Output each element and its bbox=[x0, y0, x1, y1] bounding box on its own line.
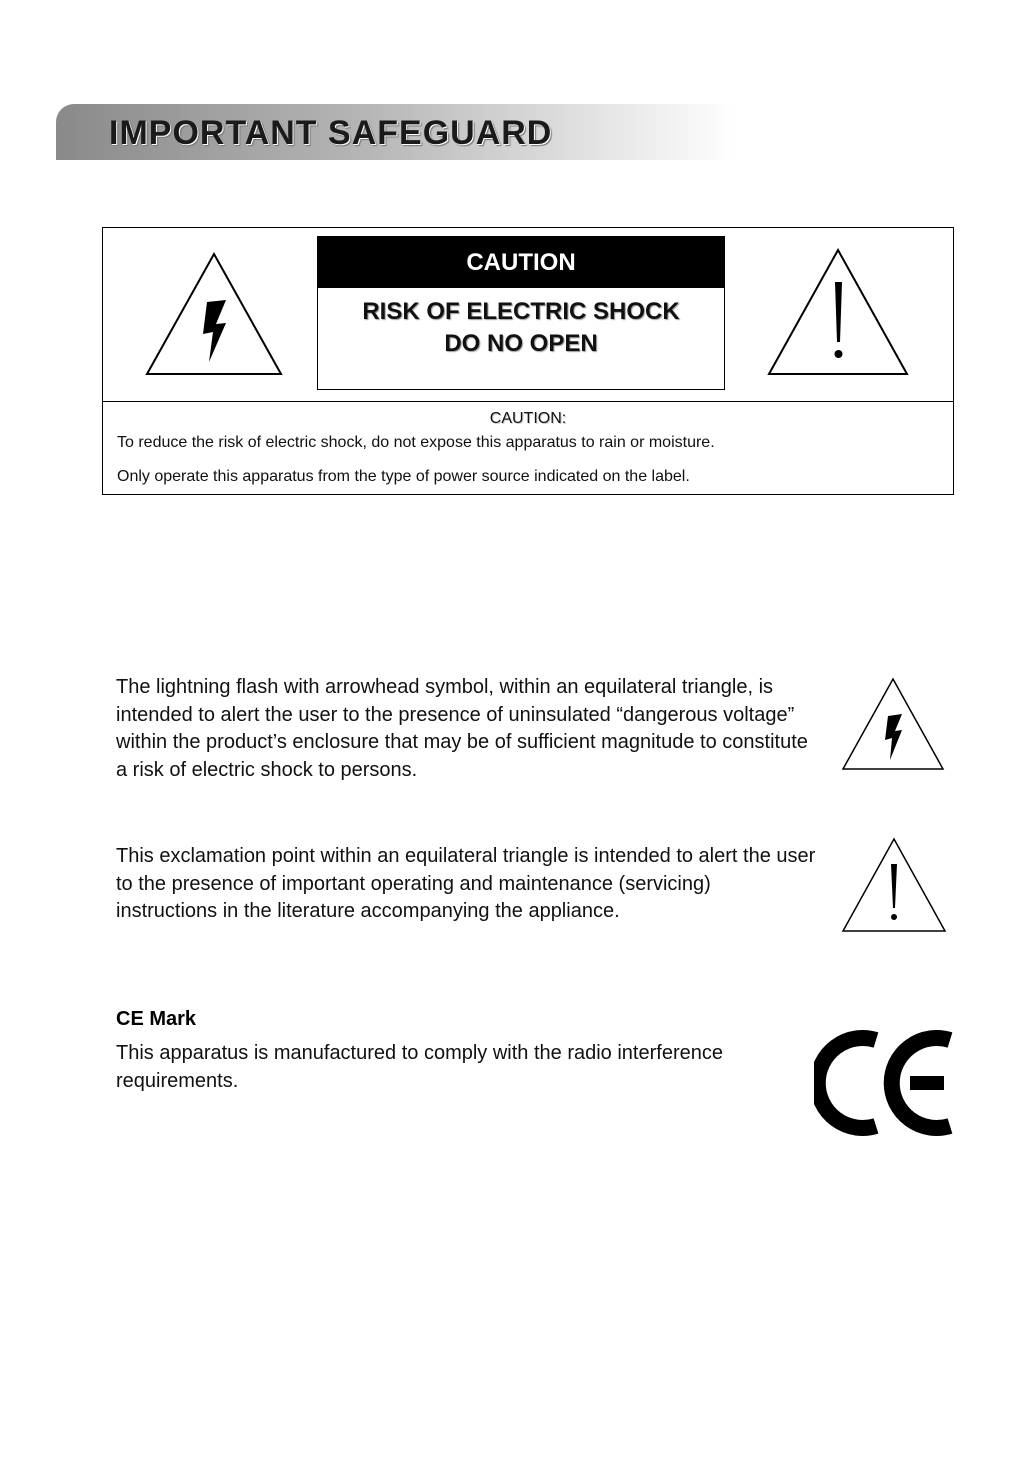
caution-panel-line-2: DO NO OPEN bbox=[444, 330, 598, 357]
lightning-triangle-icon bbox=[840, 676, 946, 772]
page-title: IMPORTANT SAFEGUARD bbox=[109, 114, 553, 152]
caution-notice-line-1: To reduce the risk of electric shock, do not expose this apparatus to rain or moisture. bbox=[117, 434, 715, 451]
lightning-triangle-icon bbox=[143, 250, 285, 380]
exclamation-triangle-icon bbox=[840, 836, 948, 934]
exclamation-symbol-description: This exclamation point within an equilateral triangle is intended to alert the user to the presence of important operating and maintenance (servicing) instructions in the literature accompanying the appliance. bbox=[116, 845, 816, 922]
lightning-symbol-description: The lightning flash with arrowhead symbol, within an equilateral triangle, is intended to alert the user to the presence of uninsulated “dangerous voltage” within the product’s enclosure that may be of sufficient magnitude to constitute a risk of electric shock to persons. bbox=[116, 676, 808, 781]
caution-divider bbox=[103, 401, 953, 402]
caution-panel-heading: CAUTION bbox=[318, 237, 724, 288]
caution-panel-line-1: RISK OF ELECTRIC SHOCK bbox=[362, 298, 680, 325]
ce-mark-description: This apparatus is manufactured to comply with the radio interference requirements. bbox=[116, 1042, 723, 1092]
caution-panel-body bbox=[318, 288, 724, 360]
caution-notice-line-2: Only operate this apparatus from the type of power source indicated on the label. bbox=[117, 468, 690, 485]
section-banner bbox=[56, 104, 736, 160]
ce-mark-icon bbox=[814, 1026, 958, 1140]
caution-panel bbox=[317, 236, 725, 390]
caution-notice-heading: CAUTION: bbox=[489, 410, 567, 427]
caution-label-box bbox=[102, 227, 954, 495]
ce-mark-title: CE Mark bbox=[116, 1008, 197, 1030]
exclamation-triangle-icon bbox=[765, 246, 911, 380]
